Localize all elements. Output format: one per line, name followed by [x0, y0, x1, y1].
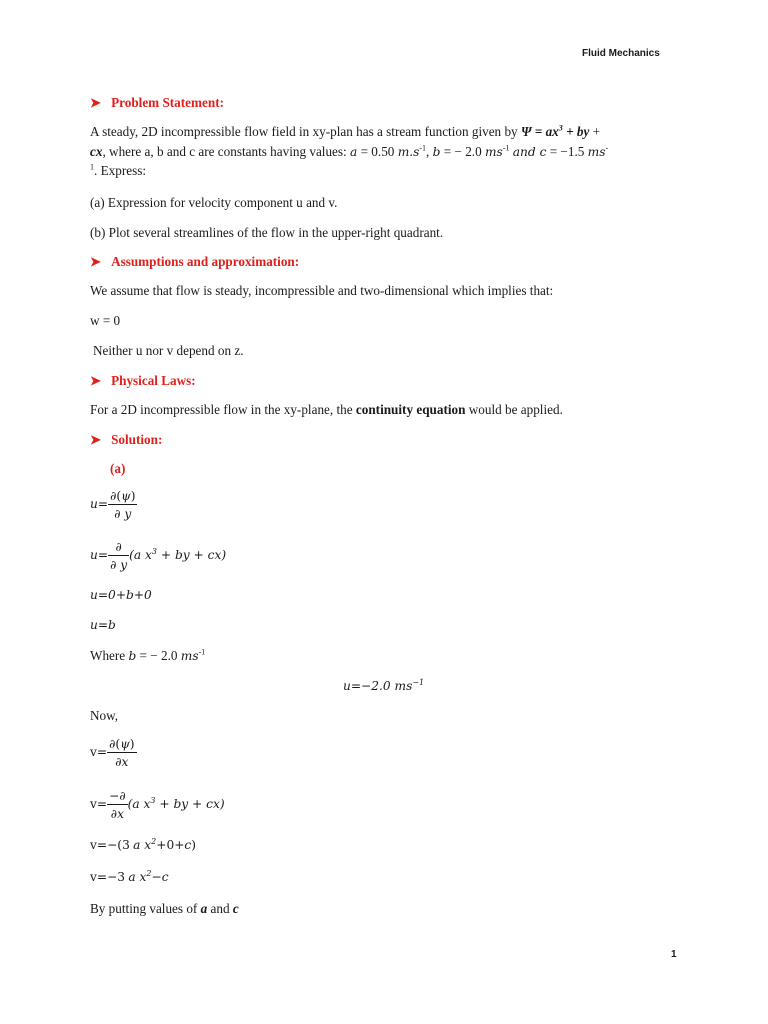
heading-physical-laws-text: Physical Laws:	[111, 373, 196, 388]
eq-u-step3: u=0+b+0	[90, 588, 152, 602]
problem-constants-intro: , where a, b and c are constants having values:	[102, 144, 347, 159]
arrow-bullet-icon: ➤	[90, 432, 102, 447]
problem-line-3: $^1$. Express:	[90, 162, 147, 178]
constants-values: a = 0.50 $m.s^{-1}$, b = − 2.0 $ms^{-1}$ and c = −1.5 ms-	[350, 143, 609, 159]
heading-problem-statement	[90, 96, 224, 109]
eq-u-step4: u=b	[90, 618, 116, 632]
running-header: Fluid Mechanics	[582, 48, 660, 59]
stream-function-expression: $\Psi = ax^3$ + by	[520, 123, 590, 139]
neither-u-nor-v: Neither u nor v depend on z.	[93, 343, 244, 358]
arrow-bullet-icon: ➤	[90, 254, 102, 269]
heading-physical-laws	[90, 374, 196, 387]
arrow-bullet-icon: ➤	[90, 373, 102, 388]
eq-u-derivative: u= $\frac{\partial}{\partial y}$ (a $x^3$ + by + cx)	[90, 540, 227, 573]
u-result: u=−2.0 $ms^{-1}$	[343, 677, 425, 693]
eq-v-step4: v=−3 a $x^2-c$	[90, 868, 169, 884]
arrow-bullet-icon: ➤	[90, 95, 102, 110]
problem-line-2: cx, where a, b and c are constants having values: a = 0.50 $m.s^{-1}$, b = − 2.0 $ms^{-1}$ and c = −1.5 ms-	[90, 143, 609, 159]
continuity-equation-label: continuity equation	[355, 402, 466, 417]
physical-laws-post: would be applied.	[468, 402, 563, 417]
heading-solution	[90, 433, 162, 446]
problem-part-b: (b) Plot several streamlines of the flow in the upper-right quadrant.	[90, 225, 444, 240]
problem-intro: A steady, 2D incompressible flow field in xy-plan has a stream function given by	[90, 124, 518, 139]
heading-problem-statement-text: Problem Statement:	[111, 95, 224, 110]
heading-assumptions-text: Assumptions and approximation:	[111, 254, 300, 269]
putting-values: By putting values of a and c	[90, 901, 239, 916]
physical-laws-text	[90, 403, 563, 416]
problem-line-1: A steady, 2D incompressible flow field in xy-plan has a stream function given by $\Psi = ax^3$ + by +	[90, 123, 601, 139]
heading-assumptions	[90, 255, 299, 268]
heading-solution-text: Solution:	[111, 432, 163, 447]
eq-u-partial-psi: u= $\frac{\partial(\psi)}{\partial y}$	[90, 489, 136, 522]
now-label: Now,	[90, 708, 119, 723]
eq-v-derivative: v= $\frac{-\partial}{\partial x}$ (a $x^3$ + by + cx)	[90, 789, 225, 822]
solution-part-a-label: (a)	[110, 461, 126, 476]
eq-v-partial-psi: v= $\frac{\partial(\psi)}{\partial x}$	[90, 737, 135, 770]
eq-v-step3: v=−(3 a $x^2+0+c$)	[90, 836, 197, 852]
problem-part-a: (a) Expression for velocity component u and v.	[90, 195, 338, 210]
physical-laws-pre: For a 2D incompressible flow in the xy-plane, the	[90, 402, 353, 417]
assumptions-text: We assume that flow is steady, incompressible and two-dimensional which implies that:	[90, 283, 554, 298]
where-b: Where b = − 2.0 $ms^{-1}$	[90, 647, 206, 663]
page-number: 1	[671, 949, 677, 960]
w-equals-zero: w = 0	[90, 313, 121, 328]
express-text: . Express:	[94, 163, 147, 178]
